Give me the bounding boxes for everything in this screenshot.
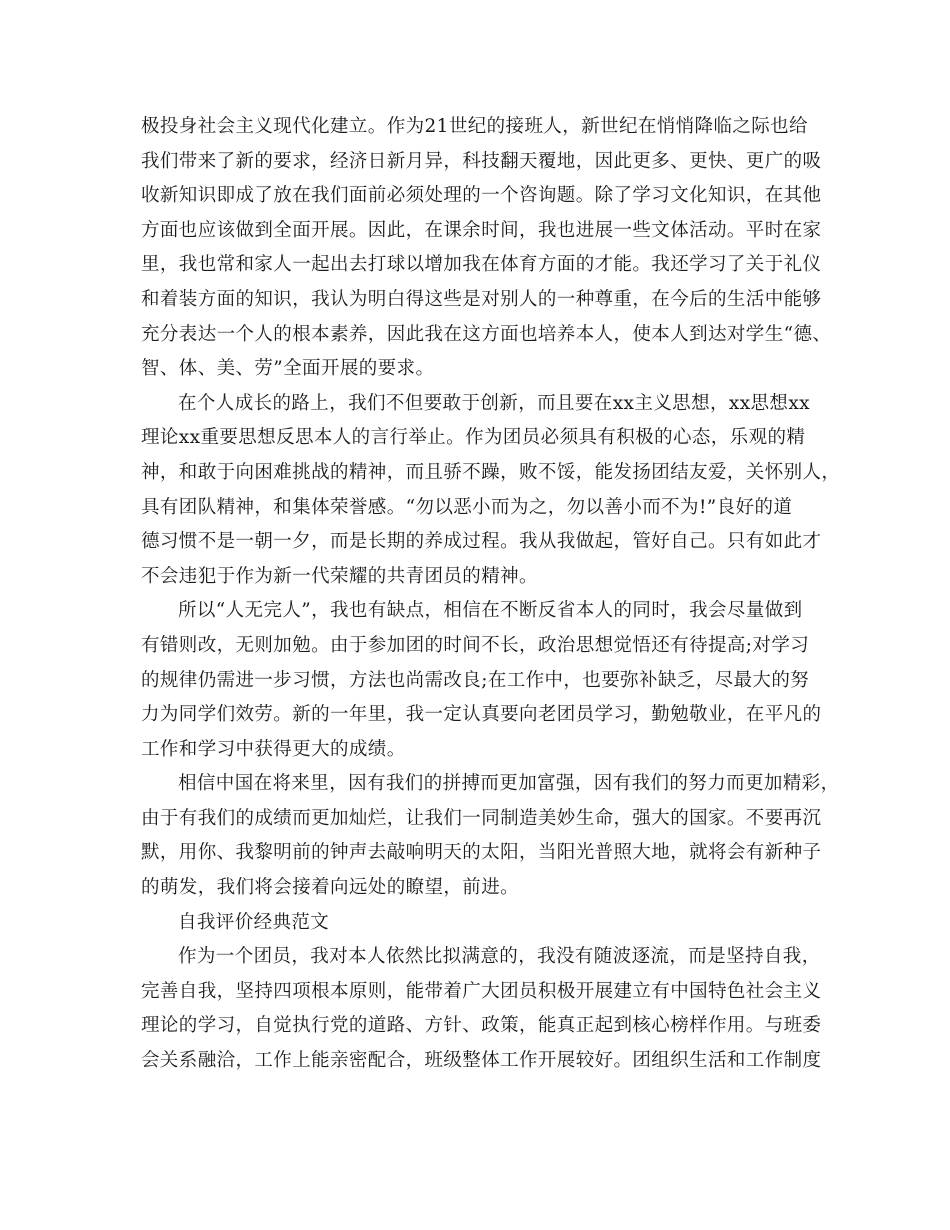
text-line: 里，我也常和家人一起出去打球以增加我在体育方面的才能。我还学习了关于礼仪 — [141, 254, 822, 276]
text-line: 的萌发，我们将会接着向远处的瞭望，前进。 — [141, 877, 520, 899]
paragraph-first-line: 在个人成长的路上，我们不但要敢于创新，而且要在xx主义思想，xx思想xx — [178, 392, 811, 414]
document-body — [141, 110, 841, 1079]
text-line: 神，和敢于向困难挑战的精神，而且骄不躁，败不馁，能发扬团结友爱，关怀别人， — [141, 461, 841, 483]
text-line: 具有团队精神，和集体荣誉感。“勿以恶小而为之，勿以善小而不为!”良好的道 — [141, 496, 793, 518]
paragraph-first-line: 相信中国在将来里，因有我们的拼搏而更加富强，因有我们的努力而更加精彩， — [178, 773, 840, 795]
text-line: 完善自我，坚持四项根本原则，能带着广大团员积极开展建立有中国特色社会主义 — [141, 980, 822, 1002]
text-line: 理论xx重要思想反思本人的言行举止。作为团员必须具有积极的心态，乐观的精 — [141, 427, 806, 449]
text-line: 极投身社会主义现代化建立。作为21世纪的接班人，新世纪在悄悄降临之际也给 — [141, 116, 808, 137]
text-line: 方面也应该做到全面开展。因此，在课余时间，我也进展一些文体活动。平时在家 — [141, 219, 822, 241]
text-line: 由于有我们的成绩而更加灿烂，让我们一同制造美妙生命，强大的国家。不要再沉 — [141, 807, 822, 829]
text-line: 不会违犯于作为新一代荣耀的共青团员的精神。 — [141, 565, 538, 587]
text-line: 德习惯不是一朝一夕，而是长期的养成过程。我从我做起，管好自己。只有如此才 — [141, 531, 822, 553]
text-line: 理论的学习，自觉执行党的道路、方针、政策，能真正起到核心榜样作用。与班委 — [141, 1015, 822, 1037]
text-line: 我们带来了新的要求，经济日新月异，科技翻天覆地，因此更多、更快、更广的吸 — [141, 150, 822, 172]
text-line: 工作和学习中获得更大的成绩。 — [141, 738, 406, 760]
text-line: 智、体、美、劳”全面开展的要求。 — [141, 358, 435, 380]
text-line: 默，用你、我黎明前的钟声去敲响明天的太阳，当阳光普照大地，就将会有新种子 — [141, 842, 822, 864]
text-line: 充分表达一个人的根本素养，因此我在这方面也培养本人，使本人到达对学生“德、 — [141, 323, 832, 345]
paragraph-first-line: 作为一个团员，我对本人依然比拟满意的，我没有随波逐流，而是坚持自我， — [178, 946, 821, 968]
text-line: 和着装方面的知识，我认为明白得这些是对别人的一种尊重，在今后的生活中能够 — [141, 288, 822, 310]
text-line: 会关系融洽，工作上能亲密配合，班级整体工作开展较好。团组织生活和工作制度 — [141, 1050, 822, 1072]
paragraph-first-line: 自我评价经典范文 — [178, 911, 330, 933]
text-line: 有错则改，无则加勉。由于参加团的时间不长，政治思想觉悟还有待提高;对学习 — [141, 634, 810, 656]
paragraph-first-line: 所以“人无完人”，我也有缺点，相信在不断反省本人的同时，我会尽量做到 — [178, 600, 803, 622]
text-line: 力为同学们效劳。新的一年里，我一定认真要向老团员学习，勤勉敬业，在平凡的 — [141, 704, 822, 726]
text-line: 的规律仍需进一步习惯，方法也尚需改良;在工作中，也要弥补缺乏，尽最大的努 — [141, 669, 810, 691]
text-line: 收新知识即成了放在我们面前必须处理的一个咨询题。除了学习文化知识，在其他 — [141, 185, 822, 207]
